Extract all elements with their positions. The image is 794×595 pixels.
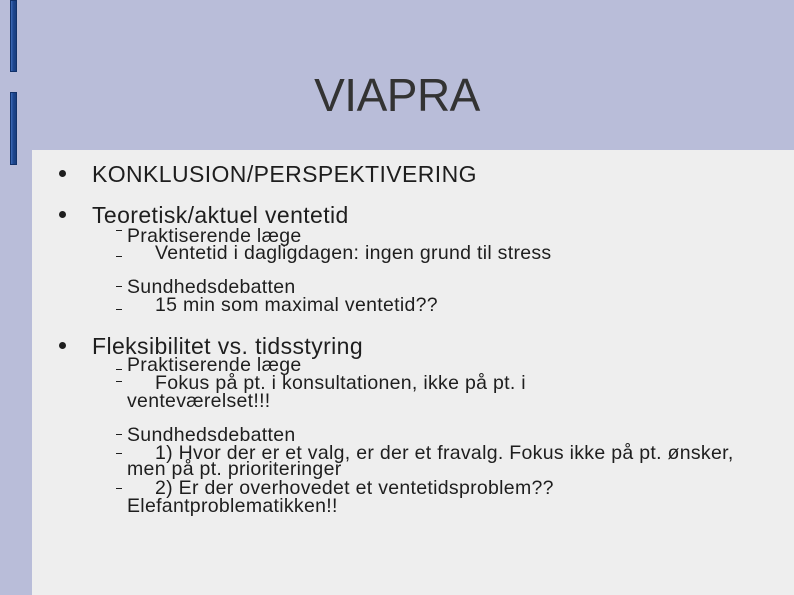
subitem-text: 1) Hvor der er et valg, er der et fravalg. Fokus ikke på pt. ønsker,: [155, 442, 734, 464]
subitem-text-continuation: men på pt. prioriteringer: [127, 458, 342, 480]
slide-title: VIAPRA: [314, 69, 480, 121]
subitem-text: Sundhedsdebatten: [127, 424, 296, 446]
bullet-icon: [59, 342, 66, 349]
subitem-text: 15 min som maximal ventetid??: [155, 294, 438, 316]
subitem-text-continuation: Elefantproblematikken!!: [127, 495, 338, 517]
dash-bullet-icon: [116, 256, 122, 257]
dash-bullet-icon: [116, 230, 122, 231]
dash-bullet-icon: [116, 453, 122, 454]
bullet-konklusion-text: KONKLUSION/PERSPEKTIVERING: [92, 161, 477, 187]
dash-bullet-icon: [116, 286, 122, 287]
subitem-text: 2) Er der overhovedet et ventetidsproblem??: [155, 477, 554, 499]
subitem-text: Sundhedsdebatten: [127, 276, 296, 298]
bullet-fleksibilitet-text: Fleksibilitet vs. tidsstyring: [92, 333, 364, 359]
bullet-ventetid-text: Teoretisk/aktuel ventetid: [92, 202, 349, 228]
subitem-text: Praktiserende læge: [127, 225, 302, 247]
subitem-text: Ventetid i dagligdagen: ingen grund til stress: [155, 242, 552, 264]
subitem-text: Praktiserende læge: [127, 354, 302, 376]
subitem-text-continuation: venteværelset!!!: [127, 390, 271, 412]
dash-bullet-icon: [116, 381, 122, 382]
bullet-icon: [59, 211, 66, 218]
bullet-icon: [59, 170, 66, 177]
dash-bullet-icon: [116, 309, 122, 310]
accent-bar: [10, 0, 17, 72]
dash-bullet-icon: [116, 369, 122, 370]
dash-bullet-icon: [116, 434, 122, 435]
subitem-text: Fokus på pt. i konsultationen, ikke på pt. i: [155, 372, 526, 394]
dash-bullet-icon: [116, 488, 122, 489]
